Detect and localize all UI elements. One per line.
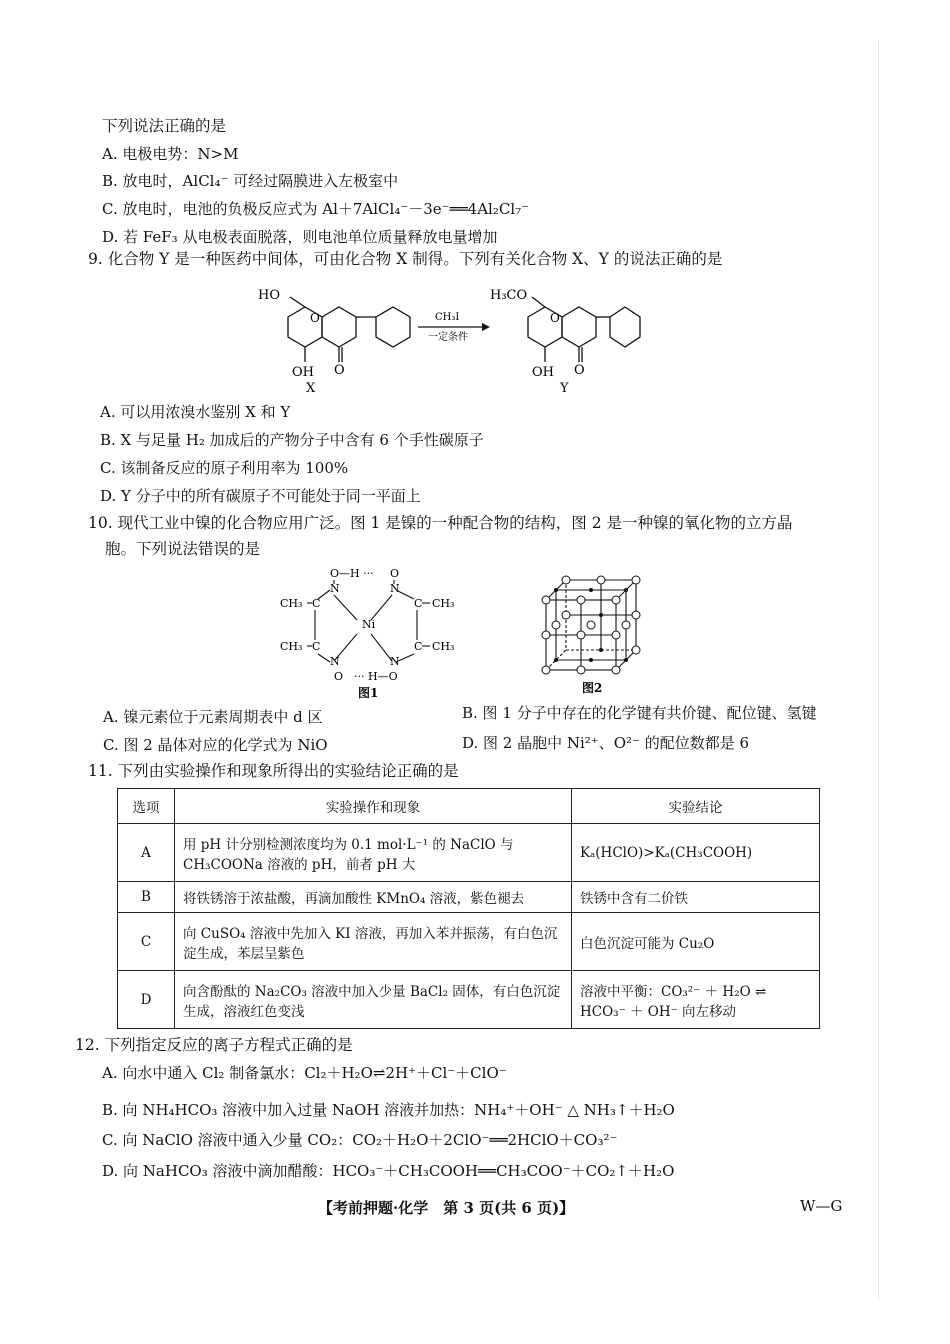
table-row [118,971,820,1029]
fig2-caption: 图2 [582,681,603,695]
row-conclusion: 铁锈中含有二价铁 [572,882,820,913]
q12-option-a: A. 向水中通入 Cl₂ 制备氯水：Cl₂＋H₂O⇌2H⁺＋Cl⁻＋ClO⁻ [102,1064,507,1082]
fig1-oh-top: O—H ··· [330,567,374,580]
q9-stem: 9. 化合物 Y 是一种医药中间体，可由化合物 X 制得。下列有关化合物 X、Y 的说法正确的是 [88,250,723,268]
fig1-c-4: C [414,640,423,653]
table-row [118,913,820,971]
fig1-ch3-1: CH₃ [280,597,303,610]
q9-option-a: A. 可以用浓溴水鉴别 X 和 Y [100,403,291,421]
table-row [118,824,820,882]
q8-stem: 下列说法正确的是 [102,117,227,135]
row-key: B [118,882,175,913]
reagent-bottom: 一定条件 [428,332,468,343]
q10-option-c: C. 图 2 晶体对应的化学式为 NiO [103,736,328,754]
fig1-c-2: C [414,597,423,610]
y-oh-label: OH [532,365,554,380]
row-key: A [118,824,175,882]
fig1-n-bottom-right: N [390,655,400,668]
fig1-o-bottom-left: O [334,670,344,683]
q8-option-d: D. 若 FeF₃ 从电极表面脱落，则电池单位质量释放电量增加 [102,228,498,246]
table-row [118,882,820,913]
row-operation: 将铁锈溶于浓盐酸，再滴加酸性 KMnO₄ 溶液，紫色褪去 [175,882,572,913]
q10-option-d: D. 图 2 晶胞中 Ni²⁺、O²⁻ 的配位数都是 6 [462,734,750,752]
fig1-n-top-left: N [330,582,340,595]
q11-experiment-table [117,788,820,1029]
fig1-c-1: C [312,597,321,610]
q10-figure1-ni-complex [272,562,472,702]
q12-option-b: B. 向 NH₄HCO₃ 溶液中加入过量 NaOH 溶液并加热：NH₄⁺＋OH⁻ △ NH₃↑＋H₂O [102,1101,675,1119]
x-compound-label: X [306,381,316,396]
q10-stem-line2: 胞。下列说法错误的是 [105,540,261,558]
row-operation: 用 pH 计分别检测浓度均为 0.1 mol·L⁻¹ 的 NaClO 与 CH₃COONa 溶液的 pH，前者 pH 大 [175,824,572,882]
q9-option-c: C. 该制备反应的原子利用率为 100% [100,459,349,477]
fig1-c-3: C [312,640,321,653]
header-conclusion: 实验结论 [572,789,820,824]
fig1-caption: 图1 [358,686,379,700]
q11-stem: 11. 下列由实验操作和现象所得出的实验结论正确的是 [88,762,459,780]
molecule-y-structure [528,297,640,362]
molecule-x-structure [288,297,410,362]
q9-option-b: B. X 与足量 H₂ 加成后的产物分子中含有 6 个手性碳原子 [100,431,484,449]
fig1-o-top-right: O [390,567,400,580]
reaction-arrow-head [482,323,490,331]
page-footer: 【考前押题·化学 第 3 页(共 6 页)】 [318,1199,575,1217]
fig1-n-top-right: N [390,582,400,595]
x-oh-label: OH [292,365,314,380]
y-ring-o-label: O [550,311,560,325]
row-operation: 向含酚酞的 Na₂CO₃ 溶液中加入少量 BaCl₂ 固体，有白色沉淀生成，溶液红色变浅 [175,971,572,1029]
y-h3co-label: H₃CO [490,288,528,303]
q8-option-b: B. 放电时，AlCl₄⁻ 可经过隔膜进入左极室中 [102,172,399,190]
row-conclusion: 白色沉淀可能为 Cu₂O [572,913,820,971]
q10-stem-line1: 10. 现代工业中镍的化合物应用广泛。图 1 是镍的一种配合物的结构，图 2 是一种镍的氧化物的立方晶 [88,514,793,532]
scan-edge-line [878,40,879,1300]
q12-stem: 12. 下列指定反应的离子方程式正确的是 [75,1036,353,1054]
header-operation: 实验操作和现象 [175,789,572,824]
q8-option-a: A. 电极电势：N>M [102,145,239,163]
fig1-ch3-3: CH₃ [280,640,303,653]
fig1-ch3-2: CH₃ [432,597,455,610]
paper-code: W—G [800,1197,843,1215]
q10-figure2-unit-cell [538,570,648,696]
row-key: D [118,971,175,1029]
y-compound-label: Y [560,381,569,396]
fig1-ch3-4: CH₃ [432,640,455,653]
q9-reaction-figure [250,272,650,397]
row-conclusion: Kₐ(HClO)>Kₐ(CH₃COOH) [572,824,820,882]
header-option: 选项 [118,789,175,824]
x-ring-o-label: O [310,311,320,325]
row-key: C [118,913,175,971]
table-header-row [118,789,820,824]
y-carbonyl-o-label: O [574,363,585,378]
x-carbonyl-o-label: O [334,363,345,378]
fig1-ni: Ni [362,618,376,631]
fig1-oh-bottom: ··· H—O [354,670,398,683]
q10-option-b: B. 图 1 分子中存在的化学键有共价键、配位键、氢键 [462,704,817,722]
row-operation: 向 CuSO₄ 溶液中先加入 KI 溶液，再加入苯并振荡，有白色沉淀生成，苯层呈紫色 [175,913,572,971]
q12-option-c: C. 向 NaClO 溶液中通入少量 CO₂：CO₂＋H₂O＋2ClO⁻══2HClO＋CO₃²⁻ [102,1131,618,1149]
reagent-top: CH₃I [435,312,460,323]
q9-option-d: D. Y 分子中的所有碳原子不可能处于同一平面上 [100,487,421,505]
q10-option-a: A. 镍元素位于元素周期表中 d 区 [103,708,323,726]
fig1-n-bottom-left: N [330,655,340,668]
row-conclusion: 溶液中平衡：CO₃²⁻ ＋ H₂O ⇌ HCO₃⁻ ＋ OH⁻ 向左移动 [572,971,820,1029]
q8-option-c: C. 放电时，电池的负极反应式为 Al＋7AlCl₄⁻－3e⁻══4Al₂Cl₇⁻ [102,200,530,218]
q12-option-d: D. 向 NaHCO₃ 溶液中滴加醋酸：HCO₃⁻＋CH₃COOH══CH₃COO⁻＋CO₂↑＋H₂O [102,1162,675,1180]
x-ho-label: HO [258,288,280,303]
